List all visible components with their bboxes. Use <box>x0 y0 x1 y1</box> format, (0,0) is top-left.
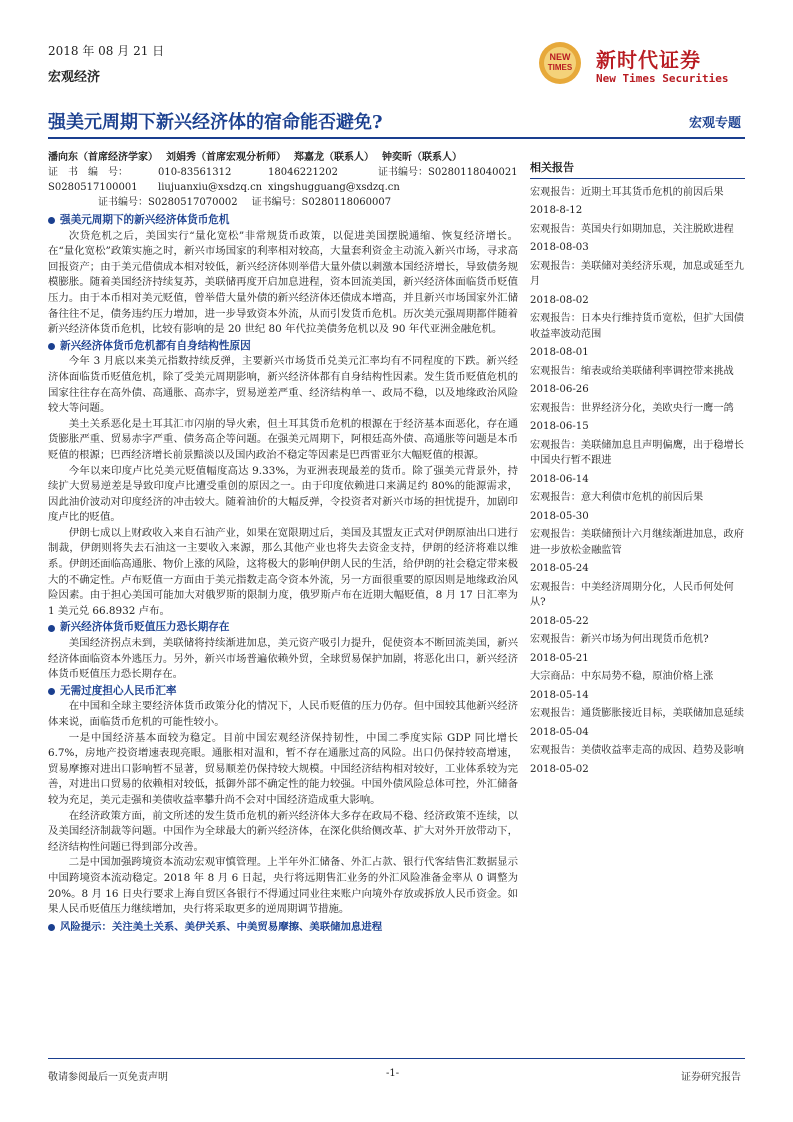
bullet-icon <box>48 625 55 632</box>
page-number: -1- <box>386 1068 400 1079</box>
related-report-title[interactable]: 宏观报告：美联储加息且声明偏鹰，出于稳增长中国央行暂不跟进 <box>530 439 744 466</box>
paragraph: 一是中国经济基本面较为稳定。目前中国宏观经济保持韧性，中国二季度实际 GDP 同比增长 6.7%，房地产投资增速表现亮眼。通胀相对温和，暂不存在通胀过高的风险。出口仍保持较高增速，贸易摩擦对进出口影响暂不显著，贸易顺差仍保持较大规模。中国经济结构相对较好，工业体系较为完善，对进出口贸易的依赖相对较低，抵御外部不确定性的能力较强。中国外债风险总体可控，外汇储备较为充足，美元走强和美债收益率攀升尚不会对中国经济造成重大影响。 <box>48 731 518 806</box>
bullet-icon <box>48 688 55 695</box>
related-report-title[interactable]: 大宗商品：中东局势不稳，原油价格上涨 <box>530 671 714 682</box>
section-heading: 新兴经济体货币贬值压力恐长期存在 <box>48 620 518 636</box>
related-report-date: 2018-05-22 <box>530 615 589 627</box>
bullet-icon <box>48 217 55 224</box>
author-2: 刘娟秀（首席宏观分析师） <box>166 152 286 163</box>
section-heading: 无需过度担心人民币汇率 <box>48 684 518 700</box>
footer-divider <box>48 1058 745 1059</box>
svg-text:NEW: NEW <box>549 52 571 62</box>
paragraph: 今年以来印度卢比兑美元贬值幅度高达 9.33%，为亚洲表现最差的货币。除了强美元背景外，持续扩大贸易逆差是导致印度卢比遭受重创的原因之一。由于印度依赖进口来满足约 80%的能源需求，因此油价波动对印度经济的冲击较大。随着油价的大幅反弹，令投资者对新兴市场的担忧提升，加剧印度卢比的贬值。 <box>48 464 518 524</box>
author-cert-1: S0280517100001 <box>48 182 138 193</box>
section-heading: 强美元周期下的新兴经济体货币危机 <box>48 213 518 229</box>
report-date: 2018 年 08 月 21 日 <box>48 44 165 58</box>
related-report-date: 2018-08-03 <box>530 242 589 253</box>
related-report-title[interactable]: 宏观报告：美联储预计六月继续渐进加息，政府进一步放松金融监管 <box>530 529 744 556</box>
related-report-title[interactable]: 宏观报告：通货膨胀接近目标，美联储加息延续 <box>530 708 744 719</box>
paragraph: 今年 3 月底以来美元指数持续反弹，主要新兴市场货币兑美元汇率均有不同程度的下跌。新兴经济体面临货币贬值危机，除了受美元周期影响，新兴经济体都有自身结构性因素。发生货币贬值危机的国家往往存在高外债、高通胀、高赤字，贸易逆差严重、经济结构单一、政局不稳，以及地缘政治风险较大等问题。 <box>48 355 518 415</box>
author-email-3[interactable]: xingshugguang@xsdzq.cn <box>268 182 400 193</box>
related-report-title[interactable]: 宏观报告：美债收益率走高的成因、趋势及影响 <box>530 745 744 756</box>
report-category: 宏观经济 <box>48 70 101 85</box>
paragraph: 在经济政策方面，前文所述的发生货币危机的新兴经济体大多存在政局不稳、经济政策不连续，以及美国经济制裁等问题。中国作为全球最大的新兴经济体，在深化供给侧改革、扩大对外开放带动下，经济结构性问题已得到部分改善。 <box>48 809 518 853</box>
related-report-date: 2018-08-02 <box>530 294 589 306</box>
related-report-date: 2018-05-24 <box>530 563 589 574</box>
author-3: 郑嘉龙（联系人） <box>294 152 374 163</box>
related-report-title[interactable]: 宏观报告：中美经济周期分化，人民币何处何从? <box>530 581 734 608</box>
risk-warning: 风险提示：关注美土关系、美伊关系、中美贸易摩擦、美联储加息进程 <box>48 920 518 936</box>
bullet-icon <box>48 343 55 350</box>
related-report-date: 2018-06-14 <box>530 473 589 485</box>
related-report-title[interactable]: 宏观报告：缩表或给美联储利率调控带来挑战 <box>530 365 734 377</box>
paragraph: 二是中国加强跨境资本流动宏观审慎管理。上半年外汇储备、外汇占款、银行代客结售汇数据显示中国跨境资本流动稳定。2018 年 8 月 6 日起，央行将远期售汇业务的外汇风险准备金率从 0 调整为 20%。8 月 16 日央行要求上海自贸区各银行不得通过同业往来账户向境外存放或拆放人民币资金。如果人民币贬值压力继续增加，央行将采取更多的逆周期调节措施。 <box>48 856 518 916</box>
related-report-date: 2018-05-21 <box>530 652 589 664</box>
author-cert-label: 证 书 编 号： <box>48 167 128 178</box>
related-report-date: 2018-8-12 <box>530 205 583 216</box>
related-report-title[interactable]: 宏观报告：意大利债市危机的前因后果 <box>530 492 704 503</box>
paragraph: 在中国和全球主要经济体货币政策分化的情况下，人民币贬值的压力仍存。但中国较其他新兴经济体来说，面临货币危机的可能性较小。 <box>48 700 518 728</box>
report-type-tag: 宏观专题 <box>688 116 741 131</box>
author-cert-4: 证书编号：S0280118040021 <box>378 167 518 178</box>
company-logo-text: 新时代证券 <box>596 48 701 72</box>
related-report-title[interactable]: 宏观报告：日本央行维持货币宽松，但扩大国债收益率波动范围 <box>530 313 744 340</box>
author-cert-3: 证书编号：S0280118060007 <box>251 197 392 208</box>
related-report-title[interactable]: 宏观报告：世界经济分化，美欧央行一鹰一鸽 <box>530 402 734 414</box>
related-report-title[interactable]: 宏观报告：近期土耳其货币危机的前因后果 <box>530 186 724 198</box>
section-heading: 新兴经济体货币危机都有自身结构性原因 <box>48 339 518 355</box>
author-block <box>48 150 528 210</box>
company-logo-english: New Times Securities <box>596 72 729 85</box>
author-1: 潘向东（首席经济学家） <box>48 152 158 163</box>
footer-disclaimer[interactable]: 敬请参阅最后一页免责声明 <box>48 1072 168 1083</box>
paragraph: 美国经济拐点未到，美联储将持续渐进加息，美元资产吸引力提升，促使资本不断回流美国，新兴经济体面临资本外逃压力。另外，新兴市场普遍依赖外贸，全球贸易保护加剧，将恶化出口，新兴经济体货币贬值压力恐长期存在。 <box>48 637 518 681</box>
company-logo-icon <box>532 38 592 88</box>
paragraph: 次贷危机之后，美国实行“量化宽松”非常规货币政策，以促进美国摆脱通缩、恢复经济增长。在“量化宽松”政策实施之时，新兴市场国家的利率相对较高，大量套利资金主动流入新兴市场，寻求高回报资产；由于美元借债成本相对较低，新兴经济体则举借大量外债以刺激本国经济增长，导致债务规模膨胀。随着美国经济持续复苏，美联储再度开启加息进程，资本回流美国，新兴经济体面临货币贬值压力。由于本币相对美元贬值，曾举借大量外债的新兴经济体还债成本增高，并且新兴市场国家外汇储备往往不足，债务违约压力增加，进一步导致资本外流，从而引发货币危机。历次美元强周期都伴随着新兴经济体货币危机，比较有影响的是 20 世纪 80 年代拉美债务危机以及 90 年代亚洲金融危机。 <box>48 229 518 336</box>
paragraph: 美土关系恶化是土耳其汇市闪崩的导火索，但土耳其货币危机的根源在于经济基本面恶化，存在通货膨胀严重、贸易赤字严重、债务高企等问题。在强美元周期下，阿根廷高外债、高通胀等问题是本币贬值的根源；巴西经济增长前景黯淡以及国内政治不稳定等因素是巴西雷亚尔大幅贬值的根源。 <box>48 417 518 461</box>
author-4: 钟奕昕（联系人） <box>382 152 462 163</box>
related-report-date: 2018-05-02 <box>530 763 589 775</box>
title-divider <box>48 137 745 139</box>
related-report-title[interactable]: 宏观报告：美联储对美经济乐观，加息或延至九月 <box>530 260 744 287</box>
report-body <box>48 212 518 935</box>
related-report-date: 2018-06-15 <box>530 421 589 432</box>
author-phone-2: 18046221202 <box>268 167 338 178</box>
related-report-date: 2018-06-26 <box>530 384 589 395</box>
related-report-title[interactable]: 宏观报告：英国央行如期加息，关注脱欧进程 <box>530 223 734 235</box>
related-reports-heading: 相关报告 <box>530 160 745 179</box>
related-report-title[interactable]: 宏观报告：新兴市场为何出现货币危机? <box>530 634 709 645</box>
related-reports <box>530 160 745 780</box>
svg-text:TIMES: TIMES <box>547 63 573 72</box>
related-report-date: 2018-05-04 <box>530 726 589 738</box>
bullet-icon <box>48 924 55 931</box>
author-phone: 010-83561312 <box>158 167 232 178</box>
footer-report-type: 证券研究报告 <box>681 1072 741 1083</box>
paragraph: 伊朗七成以上财政收入来自石油产业，如果在宽限期过后，美国及其盟友正式对伊朗原油出口进行制裁，伊朗则将失去石油这一主要收入来源，那么其他产业也将失去资金支持，伊朗的经济将难以维系。伊朗还面临高通胀、物价上涨的风险，这将极大的影响伊朗人民的生活，给伊朗的社会稳定带来极大的不确定性。卢布贬值一方面由于美元指数走高令资本外流，另一方面很重要的原因则是地缘政治风险因素。由于担心美国可能加大对俄罗斯的限制力度，俄罗斯卢布在近期大幅贬值，8 月 17 日汇率为 1 美元兑 66.8932 卢布。 <box>48 526 518 617</box>
author-cert-2: 证书编号：S0280517070002 <box>98 197 238 208</box>
author-email-2[interactable]: liujuanxiu@xsdzq.cn <box>158 182 263 193</box>
related-report-date: 2018-08-01 <box>530 347 589 358</box>
related-report-date: 2018-05-14 <box>530 689 589 701</box>
related-report-date: 2018-05-30 <box>530 510 589 522</box>
page-title: 强美元周期下新兴经济体的宿命能否避免? <box>48 112 383 133</box>
